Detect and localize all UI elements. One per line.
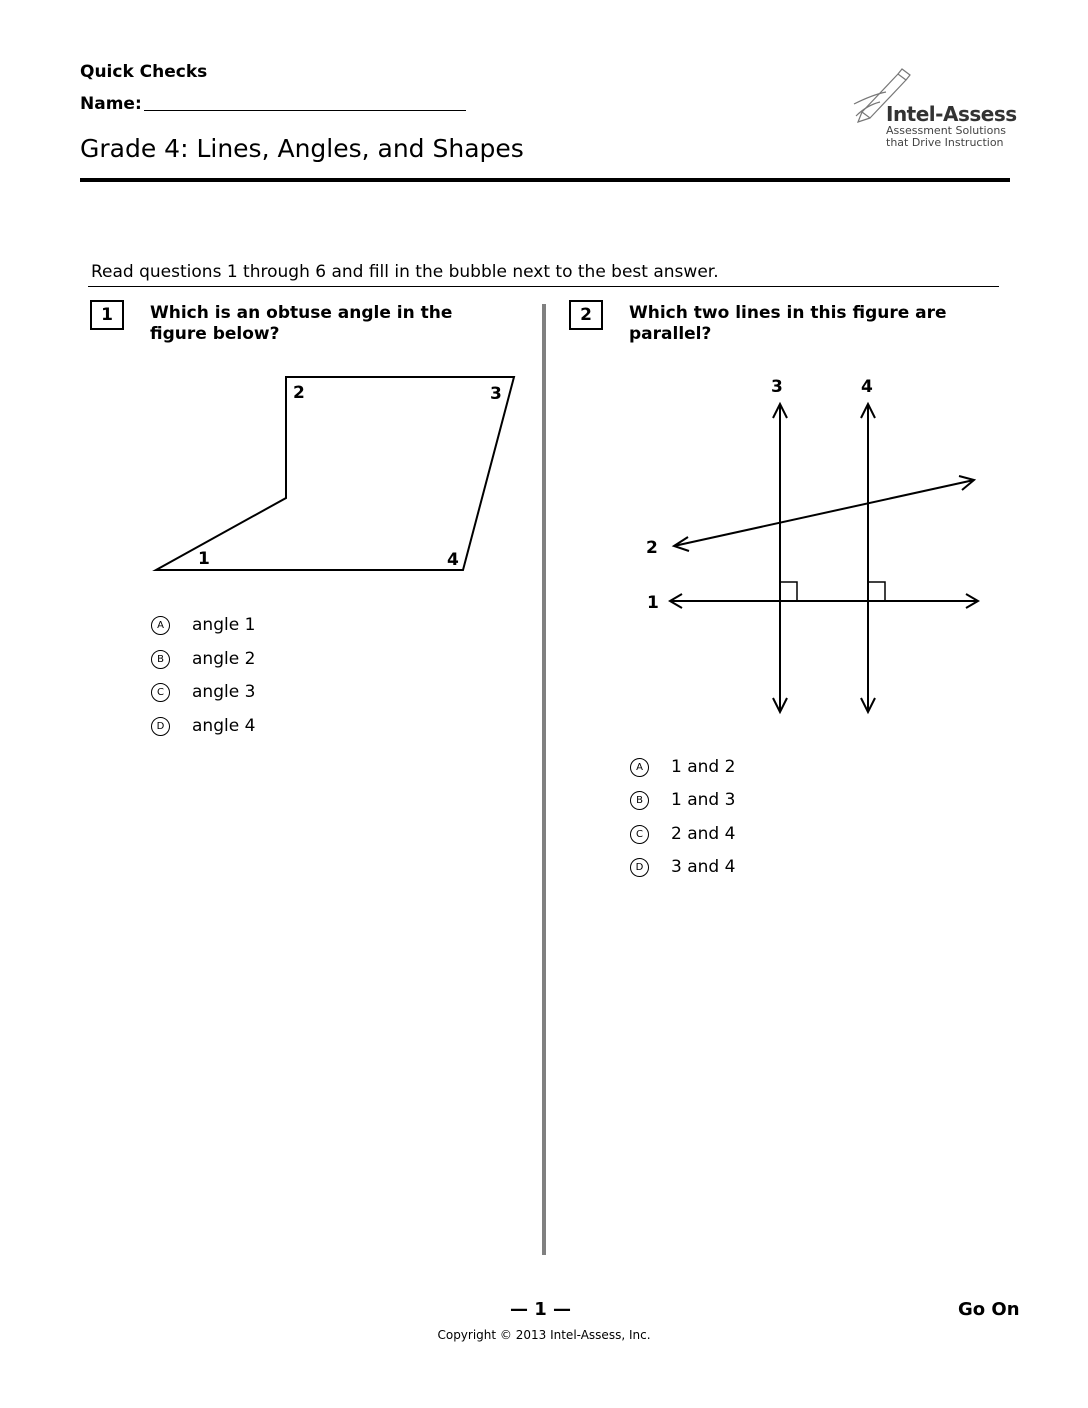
question-text-line: parallel?: [629, 324, 712, 344]
right-angle-mark: [868, 582, 885, 601]
line-label-4: 4: [861, 377, 873, 397]
answer-option-d[interactable]: [151, 714, 255, 738]
question-text: [150, 303, 452, 345]
logo-brand: Intel-Assess: [886, 102, 1017, 126]
answer-bubble[interactable]: D: [151, 717, 170, 736]
line-label-1: 1: [647, 593, 659, 613]
answer-text: 3 and 4: [671, 857, 736, 877]
answer-option-a[interactable]: [630, 755, 735, 779]
question-text-line: Which is an obtuse angle in the: [150, 303, 453, 323]
answer-option-d[interactable]: [630, 855, 735, 879]
answer-option-b[interactable]: [151, 647, 255, 671]
line-label-3: 3: [771, 377, 783, 397]
header-divider: [80, 178, 1010, 182]
intel-assess-logo: [852, 64, 1017, 154]
question-text: [629, 303, 947, 345]
answer-bubble[interactable]: A: [630, 758, 649, 777]
instructions-divider: [88, 286, 999, 287]
page-title: Grade 4: Lines, Angles, and Shapes: [80, 134, 524, 163]
answer-text: angle 2: [192, 649, 256, 669]
answer-option-c[interactable]: [151, 680, 255, 704]
answer-option-b[interactable]: [630, 788, 735, 812]
answer-bubble[interactable]: C: [630, 825, 649, 844]
angle-label-1: 1: [198, 549, 210, 569]
lines-figure: [640, 370, 990, 720]
answer-text: 1 and 2: [671, 757, 736, 777]
polygon-figure: [140, 366, 530, 586]
instructions: Read questions 1 through 6 and fill in the bubble next to the best answer.: [91, 262, 719, 282]
name-label: Name:: [80, 94, 142, 114]
line-2: [674, 480, 974, 546]
answer-option-c[interactable]: [630, 822, 735, 846]
column-divider: [542, 304, 546, 1255]
answer-bubble[interactable]: D: [630, 858, 649, 877]
copyright-notice: Copyright © 2013 Intel-Assess, Inc.: [437, 1328, 651, 1342]
logo-tagline-1: Assessment Solutions: [886, 124, 1007, 137]
answer-text: angle 1: [192, 615, 256, 635]
question-text-line: Which two lines in this figure are: [629, 303, 947, 323]
question-number: 1: [90, 300, 124, 330]
answer-text: angle 4: [192, 716, 256, 736]
go-on-label: Go On: [958, 1299, 1020, 1320]
answer-option-a[interactable]: [151, 613, 255, 637]
quadrilateral-shape: [156, 377, 514, 570]
answer-text: angle 3: [192, 682, 256, 702]
page-number: — 1 —: [510, 1299, 572, 1320]
angle-label-4: 4: [447, 550, 459, 570]
line-label-2: 2: [646, 538, 658, 558]
answer-text: 2 and 4: [671, 824, 736, 844]
answer-bubble[interactable]: A: [151, 616, 170, 635]
answer-text: 1 and 3: [671, 790, 736, 810]
name-field-line[interactable]: [144, 110, 466, 111]
question-number: 2: [569, 300, 603, 330]
question-text-line: figure below?: [150, 324, 280, 344]
answer-bubble[interactable]: B: [630, 791, 649, 810]
answer-bubble[interactable]: C: [151, 683, 170, 702]
angle-label-2: 2: [293, 383, 305, 403]
answer-bubble[interactable]: B: [151, 650, 170, 669]
angle-label-3: 3: [490, 384, 502, 404]
logo-tagline-2: that Drive Instruction: [886, 136, 1004, 149]
right-angle-mark: [780, 582, 797, 601]
series-label: Quick Checks: [80, 62, 208, 82]
